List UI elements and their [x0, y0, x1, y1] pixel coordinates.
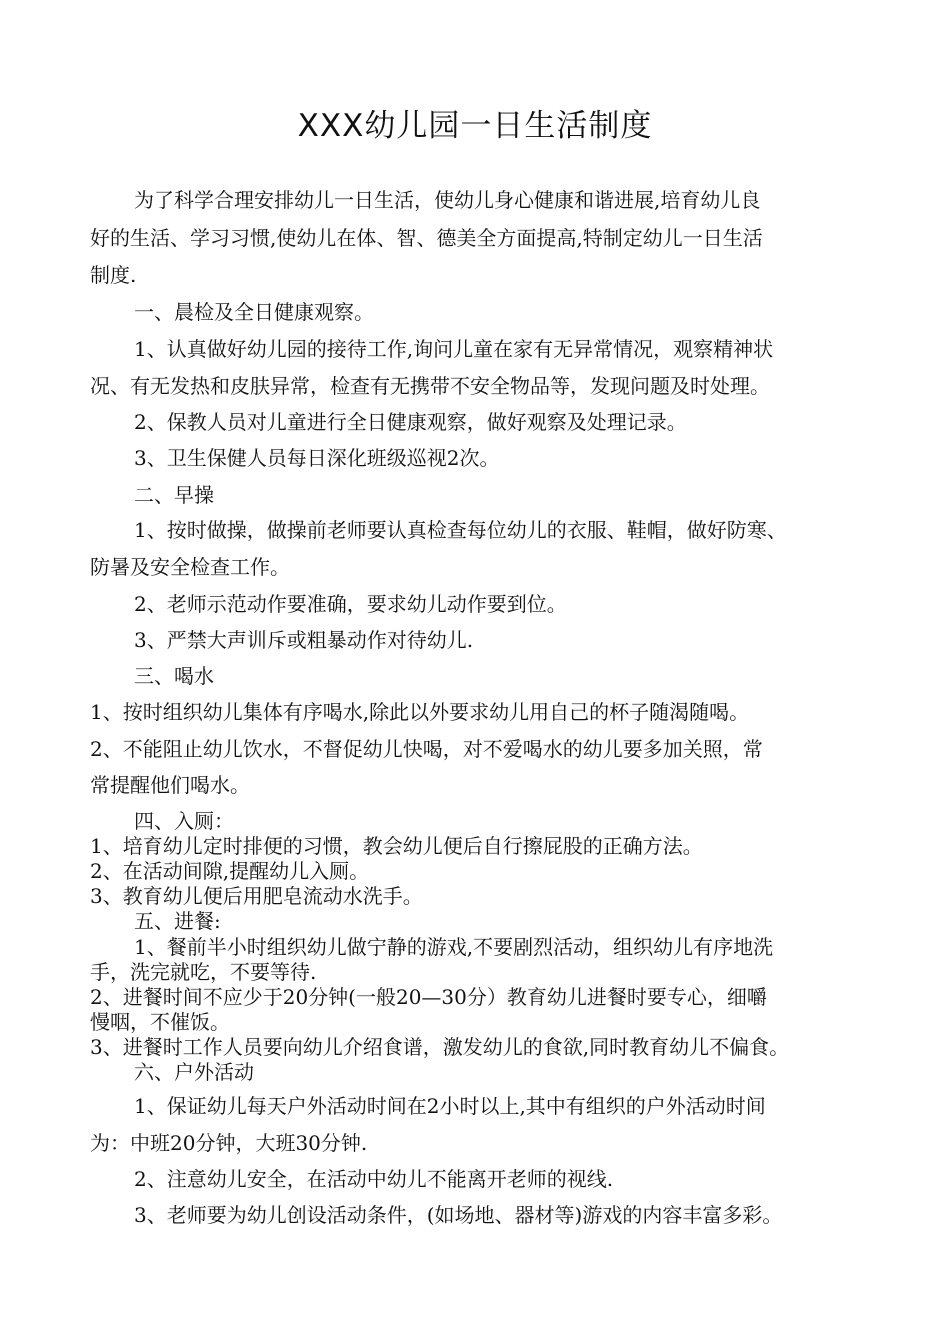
document-title: XXX幼儿园一日生活制度: [297, 108, 653, 144]
paragraph-line: 2、保教人员对儿童进行全日健康观察，做好观察及处理记录。: [134, 410, 687, 434]
paragraph-line: 慢咽，不催饭。: [90, 1010, 230, 1034]
paragraph-line: 2、进餐时间不应少于20分钟(一般20—30分）教育幼儿进餐时要专心，细嚼: [90, 985, 767, 1009]
paragraph-line: 1、保证幼儿每天户外活动时间在2小时以上,其中有组织的户外活动时间: [134, 1094, 766, 1118]
paragraph-line: 2、在活动间隙,提醒幼儿入厕。: [90, 859, 370, 883]
paragraph-line: 制度.: [90, 263, 137, 287]
paragraph-line: 为：中班20分钟，大班30分钟.: [90, 1131, 368, 1155]
paragraph-line: 常提醒他们喝水。: [90, 773, 250, 797]
paragraph-line: 好的生活、学习习惯,使幼儿在体、智、德美全方面提高,特制定幼儿一日生活: [90, 226, 763, 250]
paragraph-line: 1、培育幼儿定时排便的习惯，教会幼儿便后自行擦屁股的正确方法。: [90, 834, 703, 858]
paragraph-line: 2、老师示范动作要准确，要求幼儿动作要到位。: [134, 592, 567, 616]
section-heading: 五、进餐:: [134, 909, 221, 933]
paragraph-line: 1、按时做操，做操前老师要认真检查每位幼儿的衣服、鞋帽，做好防寒、: [134, 518, 787, 542]
paragraph-line: 手，洗完就吃，不要等待.: [90, 960, 317, 984]
section-heading: 四、入厕：: [134, 809, 234, 833]
paragraph-line: 防暑及安全检查工作。: [90, 555, 290, 579]
paragraph-line: 3、严禁大声训斥或粗暴动作对待幼儿.: [134, 628, 474, 652]
paragraph-line: 3、卫生保健人员每日深化班级巡视2次。: [134, 446, 500, 470]
paragraph-line: 1、认真做好幼儿园的接待工作,询问儿童在家有无异常情况，观察精神状: [134, 337, 774, 361]
paragraph-line: 2、注意幼儿安全，在活动中幼儿不能离开老师的视线.: [134, 1167, 614, 1191]
paragraph-line: 2、不能阻止幼儿饮水，不督促幼儿快喝，对不爱喝水的幼儿要多加关照，常: [90, 737, 763, 761]
paragraph-line: 为了科学合理安排幼儿一日生活，使幼儿身心健康和谐进展,培育幼儿良: [134, 188, 761, 212]
paragraph-line: 1、按时组织幼儿集体有序喝水,除此以外要求幼儿用自己的杯子随渴随喝。: [90, 700, 750, 724]
paragraph-line: 3、进餐时工作人员要向幼儿介绍食谱，激发幼儿的食欲,同时教育幼儿不偏食。: [90, 1035, 790, 1059]
paragraph-line: 3、老师要为幼儿创设活动条件，(如场地、器材等)游戏的内容丰富多彩。: [134, 1203, 783, 1227]
section-heading: 二、早操: [134, 483, 214, 507]
section-heading: 六、户外活动: [134, 1060, 254, 1084]
section-heading: 一、晨检及全日健康观察。: [134, 300, 374, 324]
paragraph-line: 1、餐前半小时组织幼儿做宁静的游戏,不要剧烈活动，组织幼儿有序地洗: [134, 935, 774, 959]
paragraph-line: 况、有无发热和皮肤异常，检查有无携带不安全物品等，发现问题及时处理。: [90, 374, 770, 398]
paragraph-line: 3、教育幼儿便后用肥皂流动水洗手。: [90, 884, 423, 908]
section-heading: 三、喝水: [134, 664, 214, 688]
